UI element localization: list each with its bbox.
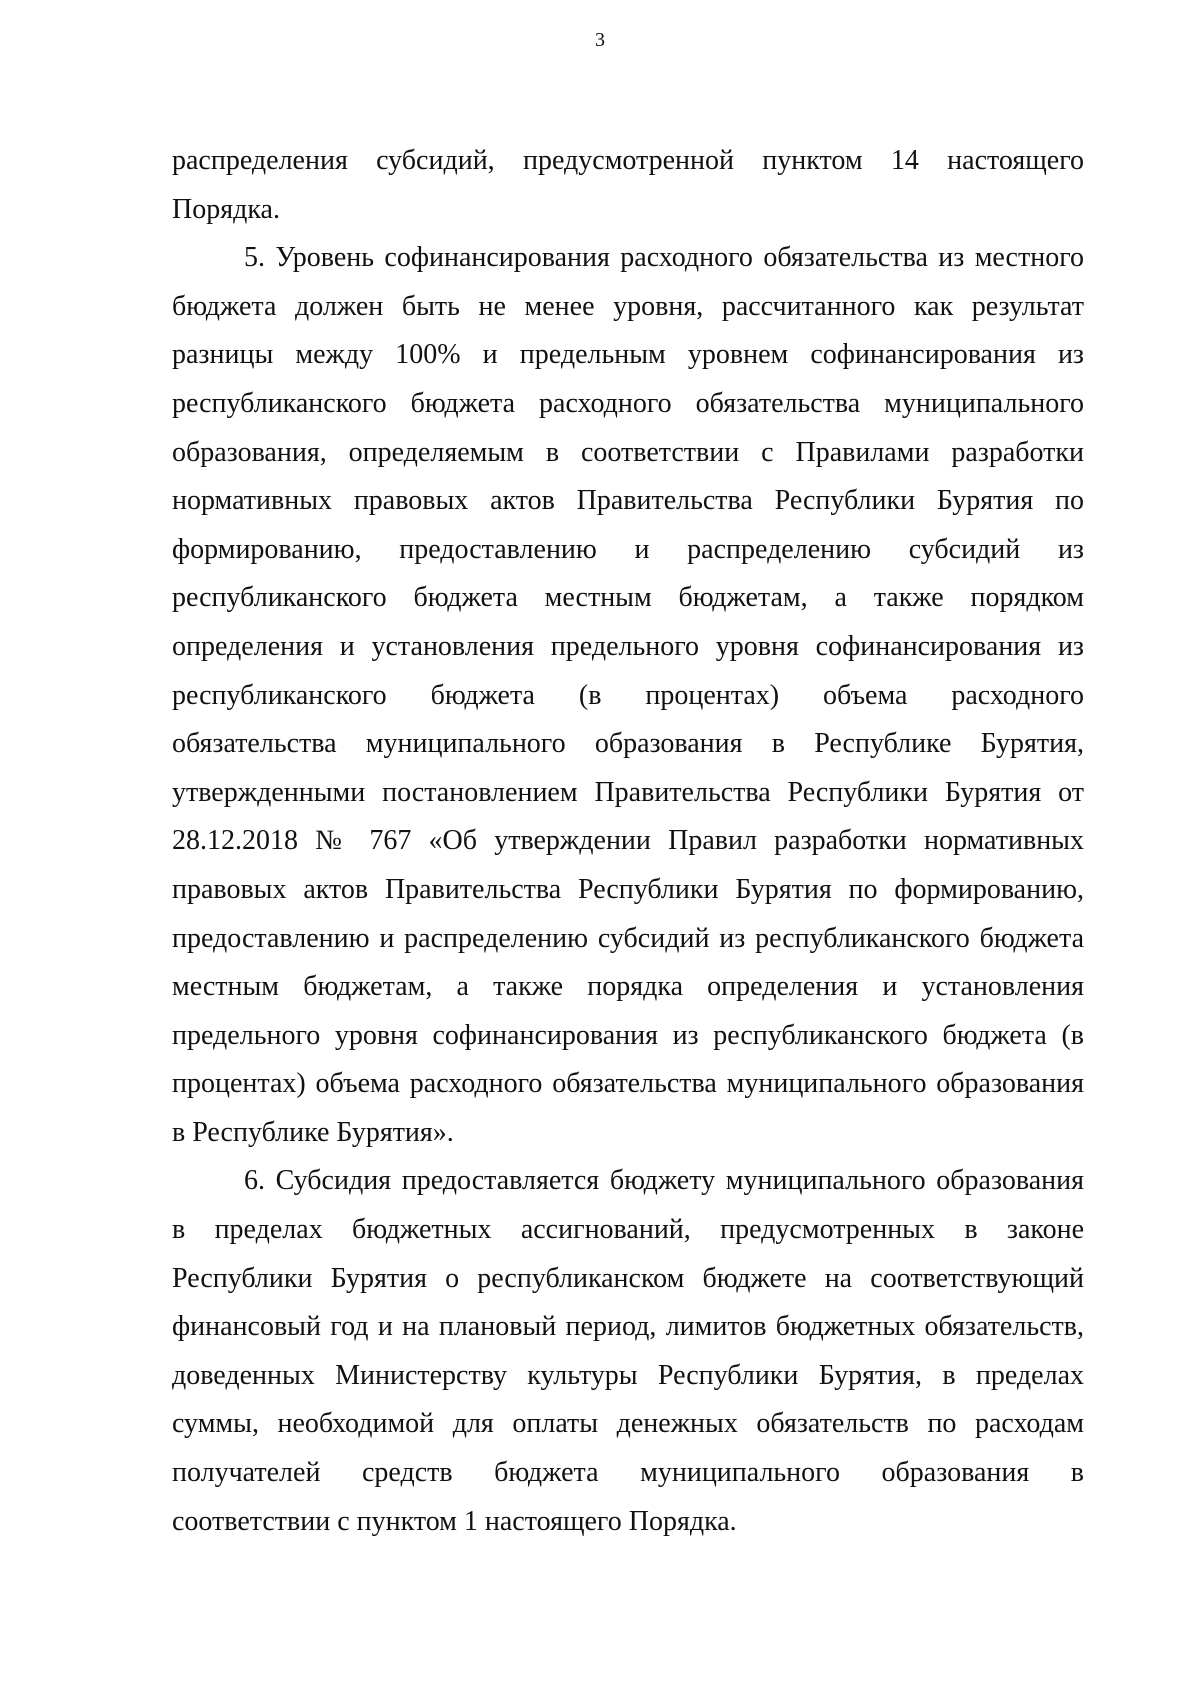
text-line: предоставлению и распределению субсидий из республиканского бюджета (172, 922, 1084, 954)
paragraph-5-first-line: 5. Уровень софинансирования расходного обязательства из местного (244, 242, 1084, 274)
text-line: процентах) объема расходного обязательства муниципального образования (172, 1068, 1084, 1100)
text-line: предельного уровня софинансирования из республиканского бюджета (в (172, 1019, 1084, 1051)
text-line: соответствии с пунктом 1 настоящего Порядка. (172, 1505, 737, 1537)
text-line: республиканского бюджета (в процентах) объема расходного (172, 679, 1084, 711)
text-line: республиканского бюджета расходного обязательства муниципального (172, 387, 1084, 419)
text-line: распределения субсидий, предусмотренной пунктом 14 настоящего (172, 145, 1084, 176)
text-line: Порядка. (172, 193, 280, 225)
text-line: правовых актов Правительства Республики Бурятия по формированию, (172, 873, 1084, 905)
text-line: бюджета должен быть не менее уровня, рассчитанного как результат (172, 290, 1084, 322)
text-line: финансовый год и на плановый период, лимитов бюджетных обязательств, (172, 1311, 1084, 1343)
text-line: образования, определяемым в соответствии с Правилами разработки (172, 436, 1084, 468)
text-line: формированию, предоставлению и распределению субсидий из (172, 533, 1084, 565)
paragraph-6-first-line: 6. Субсидия предоставляется бюджету муниципального образования (244, 1165, 1084, 1197)
text-line: суммы, необходимой для оплаты денежных обязательств по расходам (172, 1408, 1084, 1440)
text-line: нормативных правовых актов Правительства Республики Бурятия по (172, 485, 1084, 517)
document-body (172, 137, 1084, 1546)
page-number: 3 (595, 29, 605, 51)
text-line: определения и установления предельного уровня софинансирования из (172, 630, 1084, 662)
text-line: республиканского бюджета местным бюджетам, а также порядком (172, 582, 1084, 614)
text-line: местным бюджетам, а также порядка определения и установления (172, 971, 1084, 1003)
text-line: утвержденными постановлением Правительства Республики Бурятия от (172, 776, 1084, 808)
text-line: обязательства муниципального образования в Республике Бурятия, (172, 728, 1084, 760)
text-line: в пределах бюджетных ассигнований, предусмотренных в законе (172, 1214, 1084, 1246)
text-line: Республики Бурятия о республиканском бюджете на соответствующий (172, 1262, 1084, 1294)
text-line: разницы между 100% и предельным уровнем софинансирования из (172, 339, 1084, 371)
text-line: 28.12.2018 № 767 «Об утверждении Правил разработки нормативных (172, 825, 1084, 857)
text-line: доведенных Министерству культуры Республики Бурятия, в пределах (172, 1359, 1084, 1391)
text-line: в Республике Бурятия». (172, 1116, 454, 1148)
text-line: получателей средств бюджета муниципального образования в (172, 1457, 1084, 1489)
